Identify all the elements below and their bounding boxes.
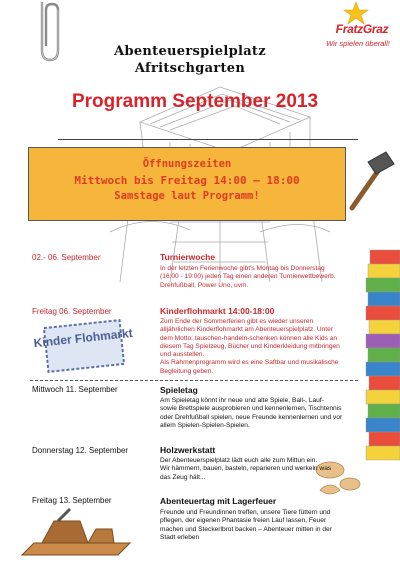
hours-heading: Öffnungszeiten [142,158,232,170]
divider [58,139,358,140]
event-title: Spieletag [160,385,198,395]
event-date: Mittwoch 11. September [32,385,118,394]
event-description: Zum Ende der Sommerferien gibt es wieder unseren alljährlichen Kinderflohmarkt am Abenteuerspielplatz. Unter dem Motto: tauschen-handeln-schenken können alle Kids an diesem Tag Spielzeug, Bücher und Kinderkleidung mitbringen und ausstellen. Als Rahmenprogramm wird es eine Saftbar und musikalische Begleitung geben. [160,318,340,375]
event-title: Abenteuertag mit Lagerfeuer [160,496,277,506]
title-line2: Afritschgarten [134,61,246,76]
event-date: 02.- 06. September [32,253,101,262]
hours-line1: Mittwoch bis Freitag 14:00 – 18:00 [74,174,300,187]
event-date: Freitag 13. September [32,496,112,505]
event-date: Donnerstag 12. September [32,446,129,455]
title-line1: Abenteuerspielplatz [114,44,266,59]
wood-plane-illustration [18,505,138,562]
event-description: Freunde und Freundinnen treffen, unsere Tiere füttern und pflegen, der eigenen Phantasie freien Lauf lassen, Feuer machen und Steckerlbrot backen – Abenteuer mitten in der Stadt erleben [160,509,332,541]
program-title: Programm September 2013 [71,91,319,112]
svg-text:Kinder Flohmarkt: Kinder Flohmarkt [33,325,134,351]
flohmarkt-stamp-icon [33,318,134,374]
event-title: Kinderflohmarkt 14:00-18:00 [160,306,275,316]
event-description: In der letzten Ferienwoche gibt's Montag bis Donnerstag (16:00 - 19:00) jeden Tag einen anderen Turnierwettbewerb. Drehfußball, Power Uno, uvm. [160,265,336,289]
logo-tagline: Wir spielen überall! [326,39,390,48]
event-title: Holzwerkstatt [160,445,216,455]
hammer-icon [350,150,398,210]
opening-hours-box [28,147,346,221]
event-title: Turnierwoche [160,252,216,262]
event-description: Der Abenteuerspielplatz lädt euch alle zum Mittun ein. Wir hämmern, bauen, basteln, reparieren und werkeln was das Zeug hält... [160,457,332,481]
event-date: Freitag 06. September [32,307,112,316]
paperclip-icon [28,0,68,64]
section-divider [30,380,358,381]
event-description: Am Spieletag könnt ihr neue und alte Spiele, Ball-, Lauf- sowie Brettspiele ausprobieren und kennenlernen, Tischtennis oder Drehfußball spielen, neue Freunde kennenlernen und vor allem Spielen-Spielen-Spielen. [160,397,343,429]
hours-line2: Samstage laut Programm! [114,190,260,202]
logo-brand: FratzGraz [335,22,389,36]
